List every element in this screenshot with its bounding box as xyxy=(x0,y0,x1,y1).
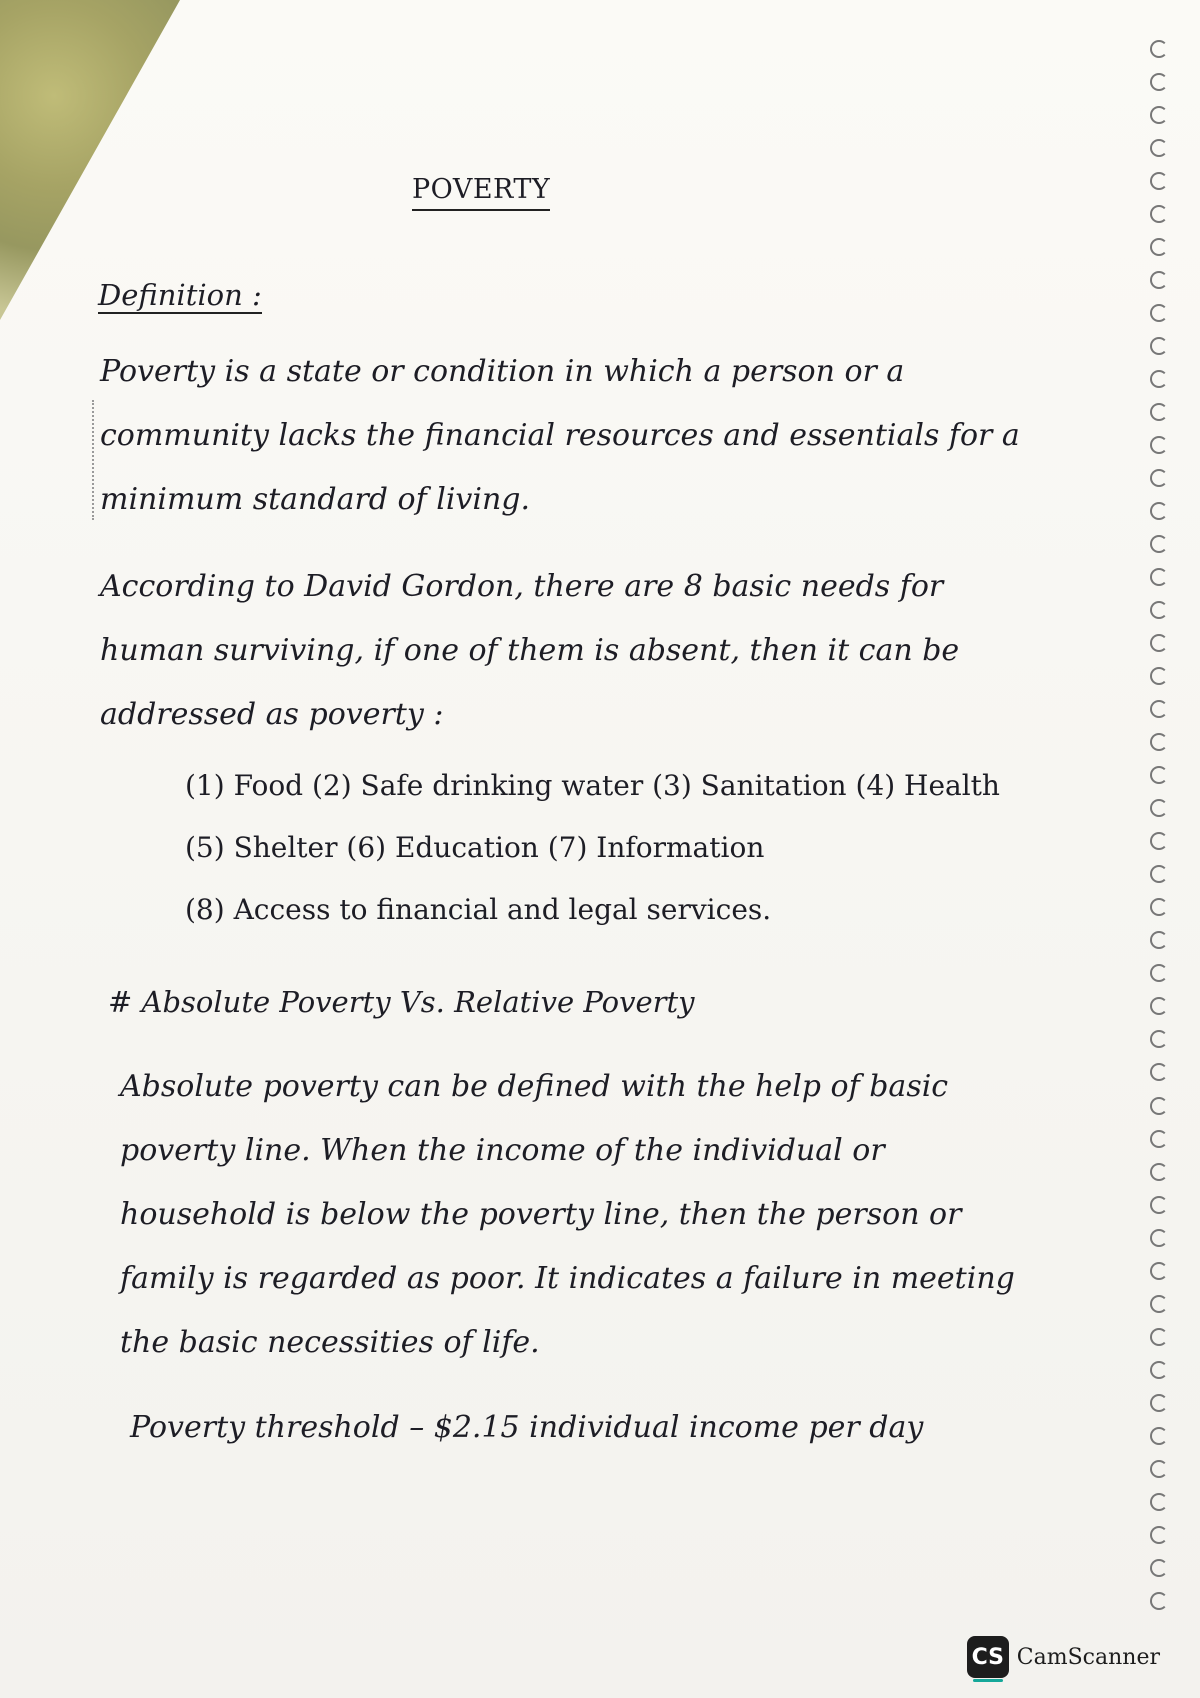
ring-icon xyxy=(1150,535,1168,553)
list-item: (5) Shelter (6) Education (7) Information xyxy=(185,831,765,864)
page-title: POVERTY xyxy=(412,174,550,211)
ring-icon xyxy=(1150,1460,1168,1478)
ring-icon xyxy=(1150,337,1168,355)
ring-icon xyxy=(1150,1394,1168,1412)
ring-icon xyxy=(1150,700,1168,718)
ring-icon xyxy=(1150,106,1168,124)
ring-icon xyxy=(1150,1163,1168,1181)
ring-icon xyxy=(1150,667,1168,685)
ring-icon xyxy=(1150,436,1168,454)
camscanner-brand-text: CamScanner xyxy=(1016,1644,1160,1670)
absolute-poverty-paragraph: Absolute poverty can be defined with the help of basic poverty line. When the income of the individual or household is below the poverty line, then the person or family is regarded as poor. It indicates a failure in meeting the basic necessities of life. xyxy=(120,1069,1015,1360)
poverty-threshold-line: Poverty threshold – $2.15 individual income per day xyxy=(130,1410,924,1445)
ring-icon xyxy=(1150,1295,1168,1313)
ring-icon xyxy=(1150,73,1168,91)
spiral-binding xyxy=(1150,40,1172,1610)
ring-icon xyxy=(1150,1063,1168,1081)
ring-icon xyxy=(1150,469,1168,487)
ring-icon xyxy=(1150,271,1168,289)
ring-icon xyxy=(1150,1130,1168,1148)
ring-icon xyxy=(1150,568,1168,586)
section-subheading: # Absolute Poverty Vs. Relative Poverty xyxy=(108,985,695,1019)
ring-icon xyxy=(1150,1361,1168,1379)
ring-icon xyxy=(1150,931,1168,949)
camscanner-watermark xyxy=(967,1636,1160,1678)
definition-label: Definition : xyxy=(98,278,262,312)
gordon-paragraph: According to David Gordon, there are 8 basic needs for human surviving, if one of them is absent, then it can be addressed as poverty : xyxy=(100,569,960,732)
ring-icon xyxy=(1150,1229,1168,1247)
ring-icon xyxy=(1150,733,1168,751)
list-item: (1) Food (2) Safe drinking water (3) Sanitation (4) Health xyxy=(185,769,1000,802)
ring-icon xyxy=(1150,865,1168,883)
ring-icon xyxy=(1150,370,1168,388)
ring-icon xyxy=(1150,799,1168,817)
ring-icon xyxy=(1150,997,1168,1015)
ring-icon xyxy=(1150,1196,1168,1214)
ring-icon xyxy=(1150,205,1168,223)
corner-background-photo xyxy=(0,0,180,320)
ring-icon xyxy=(1150,139,1168,157)
definition-paragraph: Poverty is a state or condition in which a person or a community lacks the financial resources and essentials for a minimum standard of living. xyxy=(100,354,1020,517)
ring-icon xyxy=(1150,1559,1168,1577)
ring-icon xyxy=(1150,1097,1168,1115)
ring-icon xyxy=(1150,1427,1168,1445)
ring-icon xyxy=(1150,634,1168,652)
basic-needs-list xyxy=(185,755,1025,941)
ring-icon xyxy=(1150,832,1168,850)
camscanner-logo-icon: CS xyxy=(967,1636,1009,1678)
ring-icon xyxy=(1150,964,1168,982)
margin-line xyxy=(92,400,94,520)
ring-icon xyxy=(1150,502,1168,520)
ring-icon xyxy=(1150,766,1168,784)
ring-icon xyxy=(1150,172,1168,190)
list-item: (8) Access to financial and legal services. xyxy=(185,893,772,926)
ring-icon xyxy=(1150,1030,1168,1048)
ring-icon xyxy=(1150,898,1168,916)
ring-icon xyxy=(1150,1262,1168,1280)
ring-icon xyxy=(1150,238,1168,256)
ring-icon xyxy=(1150,1328,1168,1346)
ring-icon xyxy=(1150,403,1168,421)
ring-icon xyxy=(1150,1493,1168,1511)
ring-icon xyxy=(1150,40,1168,58)
ring-icon xyxy=(1150,1526,1168,1544)
ring-icon xyxy=(1150,601,1168,619)
ring-icon xyxy=(1150,304,1168,322)
ring-icon xyxy=(1150,1592,1168,1610)
